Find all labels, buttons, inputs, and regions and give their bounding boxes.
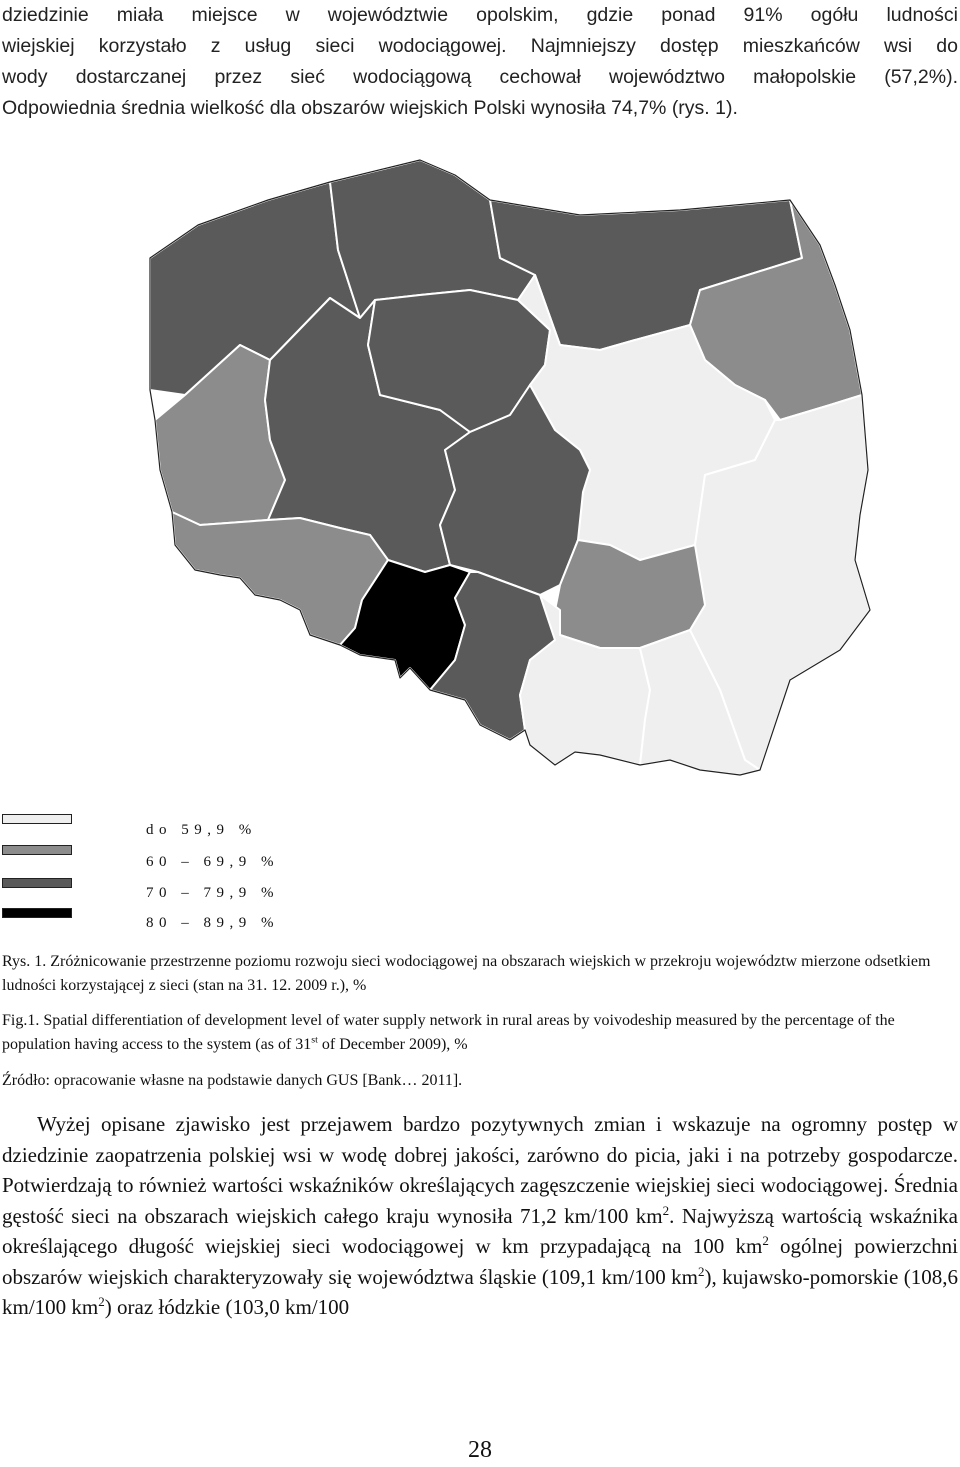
map-legend: [0, 812, 360, 942]
figure-caption-en: [2, 1009, 958, 1057]
top-paragraph: [2, 0, 958, 124]
top-line: wiejskiej korzystało z usług sieci wodociągowej. Najmniejszy dostęp mieszkańców wsi do: [2, 35, 958, 57]
legend-swatch-2: [2, 845, 72, 855]
top-line: wody dostarczanej przez sieć wodociągową cechował województwo małopolskie (57,2%).: [2, 66, 958, 88]
source-text: Źródło: opracowanie własne na podstawie danych GUS [Bank… 2011].: [2, 1072, 463, 1089]
body-paragraph-text: Wyżej opisane zjawisko jest przejawem bardzo pozytywnych zmian i wskazuje na ogromny postęp w dziedzinie zaopatrzenia polskiej wsi w wodę dobrej jakości, zarówno do picia, jaki i na potrzeby gospodarcze. Potwierdzają to również wartości wskaźników określających zagęszczenie wiejskiej sieci wodociągowej. Średnia gęstość sieci na obszarach wiejskich całego kraju wynosiła 71,2 km/100 $km^2$. Najwyższą wartością wskaźnika określającego długość wiejskiej sieci wodociągowej w km przypadającą na 100 $km^2$ ogólnej powierzchni obszarów wiejskich charakteryzowały się województwa śląskie (109,1 km/100 $km^2$), kujawsko-pomorskie (108,6 km/100 $km^2$) oraz łódzkie (103,0 km/100: [2, 1112, 959, 1319]
poland-voivodeship-map: [0, 150, 960, 810]
figure-caption-pl: [2, 950, 958, 998]
body-paragraph: [2, 1109, 958, 1323]
legend-swatch-3: [2, 878, 72, 888]
top-line: Odpowiednia średnia wielkość dla obszarów wiejskich Polski wynosiła 74,7% (rys. 1).: [2, 97, 738, 119]
page-number: 28: [468, 1437, 492, 1463]
caption-pl-text: Rys. 1. Zróżnicowanie przestrzenne poziomu rozwoju sieci wodociągowej na obszarach wiejskich w przekroju województw mierzone odsetkiem ludności korzystającej z sieci (stan na 31. 12. 2009 r.), %: [2, 953, 931, 994]
figure-source: [2, 1069, 958, 1093]
legend-swatch-4: [2, 908, 72, 918]
legend-label-1: do 59,9 %: [146, 822, 257, 838]
legend-label-4: 80 – 89,9 %: [146, 915, 279, 931]
legend-swatch-1: [2, 814, 72, 824]
legend-label-3: 70 – 79,9 %: [146, 885, 279, 901]
top-line: dziedzinie miała miejsce w województwie opolskim, gdzie ponad 91% ogółu ludności: [2, 4, 958, 26]
caption-en-text: Fig.1. Spatial differentiation of development level of water supply network in rural areas by voivodeship measured by the percentage of the population having access to the system (as of 31st of December 2009), %: [2, 1012, 895, 1053]
legend-label-2: 60 – 69,9 %: [146, 854, 279, 870]
